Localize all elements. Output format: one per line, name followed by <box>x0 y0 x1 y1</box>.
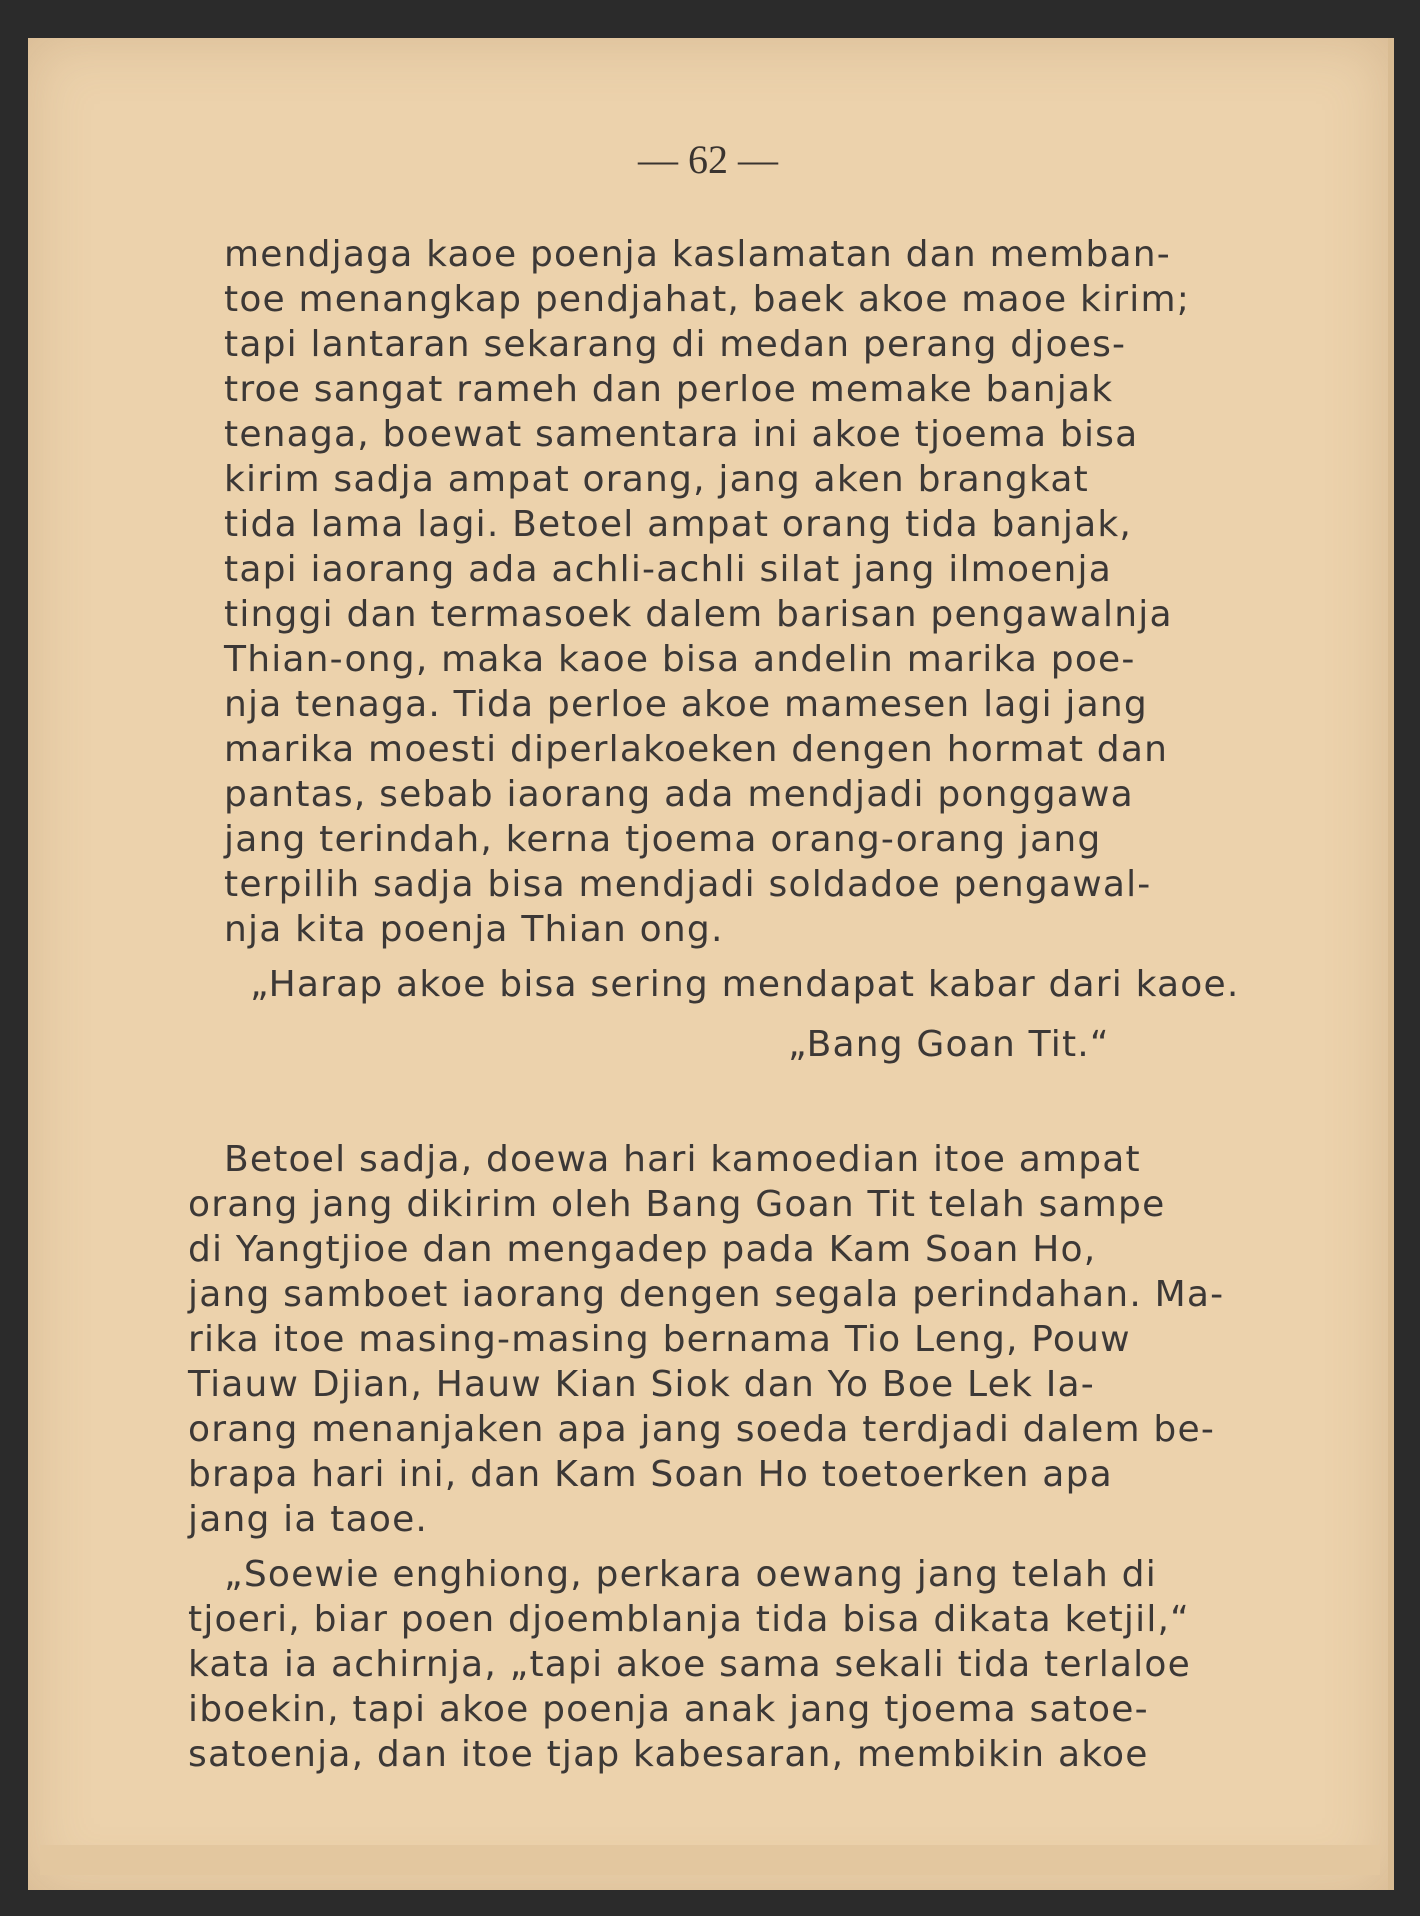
text-line: tapi iaorang ada achli-achli silat jang ilmoenja <box>224 549 1113 590</box>
page-edge <box>40 1845 1380 1875</box>
text-line: orang menanjaken apa jang soeda terdjadi dalem be- <box>188 1409 1216 1450</box>
text-line: iboekin, tapi akoe poenja anak jang tjoema satoe- <box>188 1689 1149 1730</box>
text-line: pantas, sebab iaorang ada mendjadi ponggawa <box>224 774 1134 815</box>
text-line: Tiauw Djian, Hauw Kian Siok dan Yo Boe Lek Ia- <box>188 1364 1095 1405</box>
text-line: mendjaga kaoe poenja kaslamatan dan memban- <box>224 234 1171 275</box>
text-line: tapi lantaran sekarang di medan perang djoes- <box>224 324 1127 365</box>
text-line: troe sangat rameh dan perloe memake banjak <box>224 369 1114 410</box>
text-line: kirim sadja ampat orang, jang aken brangkat <box>224 459 1089 500</box>
text-line: brapa hari ini, dan Kam Soan Ho toetoerken apa <box>188 1454 1113 1495</box>
text-line: nja tenaga. Tida perloe akoe mamesen lagi jang <box>224 684 1148 725</box>
text-line: di Yangtjioe dan mengadep pada Kam Soan Ho, <box>188 1229 1097 1270</box>
text-line: „Harap akoe bisa sering mendapat kabar dari kaoe. <box>250 964 1240 1005</box>
letter-signature: „Bang Goan Tit.“ <box>788 1024 1110 1065</box>
text-line: tjoeri, biar poen djoemblanja tida bisa dikata ketjil,“ <box>188 1599 1191 1640</box>
text-line: „Soewie enghiong, perkara oewang jang telah di <box>224 1554 1157 1595</box>
text-line: marika moesti diperlakoeken dengen hormat dan <box>224 729 1169 770</box>
text-line: rika itoe masing-masing bernama Tio Leng, Pouw <box>188 1319 1131 1360</box>
text-line: Thian-ong, maka kaoe bisa andelin marika poe- <box>224 639 1136 680</box>
text-line: nja kita poenja Thian ong. <box>224 909 724 950</box>
book-page <box>28 38 1394 1890</box>
text-line: jang terindah, kerna tjoema orang-orang jang <box>224 819 1102 860</box>
text-line: tinggi dan termasoek dalem barisan pengawalnja <box>224 594 1173 635</box>
text-line: satoenja, dan itoe tjap kabesaran, membikin akoe <box>188 1734 1149 1775</box>
text-line: tida lama lagi. Betoel ampat orang tida banjak, <box>224 504 1133 545</box>
text-line: jang samboet iaorang dengen segala perindahan. Ma- <box>188 1274 1225 1315</box>
text-line: Betoel sadja, doewa hari kamoedian itoe ampat <box>224 1139 1141 1180</box>
text-line: tenaga, boewat samentara ini akoe tjoema bisa <box>224 414 1139 455</box>
page-number: — 62 — <box>638 137 778 182</box>
text-line: jang ia taoe. <box>188 1499 429 1540</box>
text-line: toe menangkap pendjahat, baek akoe maoe kirim; <box>224 279 1191 320</box>
text-line: kata ia achirnja, „tapi akoe sama sekali tida terlaloe <box>188 1644 1191 1685</box>
text-line: terpilih sadja bisa mendjadi soldadoe pengawal- <box>224 864 1152 905</box>
text-line: orang jang dikirim oleh Bang Goan Tit telah sampe <box>188 1184 1166 1225</box>
